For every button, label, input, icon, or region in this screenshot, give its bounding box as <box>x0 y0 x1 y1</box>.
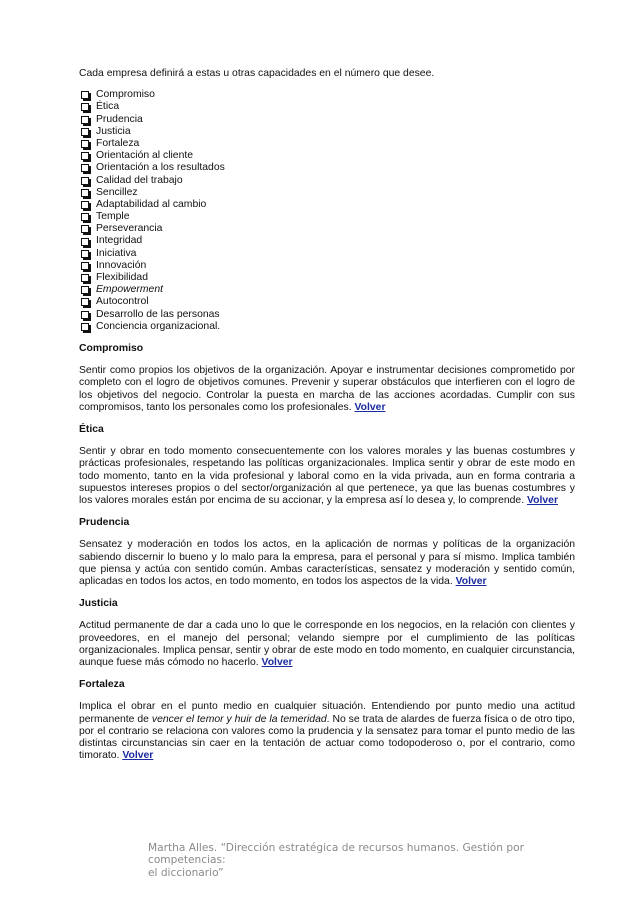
checkbox-bullet-icon <box>81 286 89 294</box>
checkbox-bullet-icon <box>81 201 89 209</box>
section-text-fortaleza: Implica el obrar en el punto medio en cualquier situación. Entendiendo por punto medio una actitud permanente de vencer el temor y huir de la temeridad. No se trata de alardes de fuerza física o de otro tipo, por el contrario se relaciona con valores como la prudencia y la sensatez para tomar el punto medio de las distintas circunstancias sin caer en la tentación de actuar como todopoderoso o, por el contrario, como timorato. Volver <box>79 701 575 762</box>
list-item: Prudencia <box>79 114 575 126</box>
list-item: Conciencia organizacional. <box>79 321 575 333</box>
page-footer <box>148 842 588 879</box>
section-title-prudencia: Prudencia <box>79 517 130 529</box>
section-title-fortaleza: Fortaleza <box>79 679 125 691</box>
checkbox-bullet-icon <box>81 213 89 221</box>
list-item: Adaptabilidad al cambio <box>79 199 575 211</box>
checkbox-bullet-icon <box>81 177 89 185</box>
checkbox-bullet-icon <box>81 116 89 124</box>
list-item: Perseverancia <box>79 223 575 235</box>
volver-link[interactable]: Volver <box>527 494 558 506</box>
checkbox-bullet-icon <box>81 250 89 258</box>
checkbox-bullet-icon <box>81 225 89 233</box>
volver-link[interactable]: Volver <box>261 657 293 669</box>
section-text-prudencia: Sensatez y moderación en todos los actos, en la aplicación de normas y políticas de la organización sabiendo discernir lo bueno y lo malo para la empresa, para el personal y para sí mismo. Implica también que piensa y actúa con sentido común. Ambas características, sensatez y moderación y sentido común, aplicadas en todos los actos, en todo momento, en todos los aspectos de la vida. Volver <box>79 539 575 587</box>
list-item: Empowerment <box>79 284 575 296</box>
checkbox-bullet-icon <box>81 311 89 319</box>
checkbox-bullet-icon <box>81 323 89 331</box>
capacidades-list <box>79 89 575 333</box>
list-item: Orientación al cliente <box>79 150 575 162</box>
list-item: Fortaleza <box>79 138 575 150</box>
list-item: Justicia <box>79 126 575 138</box>
checkbox-bullet-icon <box>81 103 89 111</box>
checkbox-bullet-icon <box>81 189 89 197</box>
section-title-justicia: Justicia <box>79 598 118 610</box>
volver-link[interactable]: Volver <box>122 750 154 762</box>
checkbox-bullet-icon <box>81 164 89 172</box>
list-item: Ética <box>79 101 575 113</box>
list-item: Orientación a los resultados <box>79 162 575 174</box>
footer-line-2: el diccionario” <box>148 866 224 879</box>
document-page <box>79 68 575 772</box>
intro-text: Cada empresa definirá a estas u otras capacidades en el número que desee. <box>79 68 435 79</box>
list-item: Flexibilidad <box>79 272 575 284</box>
list-item: Iniciativa <box>79 248 575 260</box>
list-item: Integridad <box>79 235 575 247</box>
footer-line-1: Martha Alles. “Dirección estratégica de recursos humanos. Gestión por competencias: <box>148 842 524 867</box>
section-title-etica: Ética <box>79 423 104 435</box>
checkbox-bullet-icon <box>81 152 89 160</box>
section-text-compromiso: Sentir como propios los objetivos de la organización. Apoyar e instrumentar decisiones comprometido por completo con el logro de objetivos comunes. Prevenir y superar obstáculos que interfieren con el logro de los objetivos del negocio. Controlar la puesta en marcha de las acciones acordadas. Cumplir con sus compromisos, tanto los personales como los profesionales. Volver <box>79 365 575 413</box>
checkbox-bullet-icon <box>81 262 89 270</box>
list-item: Sencillez <box>79 187 575 199</box>
checkbox-bullet-icon <box>81 140 89 148</box>
volver-link[interactable]: Volver <box>455 576 487 587</box>
list-item: Autocontrol <box>79 296 575 308</box>
checkbox-bullet-icon <box>81 298 89 306</box>
checkbox-bullet-icon <box>81 238 89 246</box>
section-text-etica: Sentir y obrar en todo momento consecuentemente con los valores morales y las buenas costumbres y prácticas profesionales, respetando las políticas organizacionales. Implica sentir y obrar de este modo en todo momento, tanto en la vida profesional y laboral como en la vida privada, aun en forma contraria a supuestos intereses propios o del sector/organización al que pertenece, ya que las buenas costumbres y los valores morales están por encima de su accionar, y la empresa así lo desea y, lo comprende. Volver <box>79 446 575 506</box>
checkbox-bullet-icon <box>81 274 89 282</box>
section-title-compromiso: Compromiso <box>79 342 144 354</box>
section-text-justicia: Actitud permanente de dar a cada uno lo que le corresponde en los negocios, en la relación con clientes y proveedores, en el manejo del personal; velando siempre por el cumplimiento de las políticas organizacionales. Implica pensar, sentir y obrar de este modo en todo momento, en cualquier circunstancia, aunque fuese más cómodo no hacerlo. Volver <box>79 620 575 669</box>
list-item: Desarrollo de las personas <box>79 309 575 321</box>
list-item: Compromiso <box>79 89 575 101</box>
checkbox-bullet-icon <box>81 128 89 136</box>
volver-link[interactable]: Volver <box>354 401 386 413</box>
list-item: Calidad del trabajo <box>79 175 575 187</box>
list-item: Temple <box>79 211 575 223</box>
checkbox-bullet-icon <box>81 91 89 99</box>
list-item: Innovación <box>79 260 575 272</box>
